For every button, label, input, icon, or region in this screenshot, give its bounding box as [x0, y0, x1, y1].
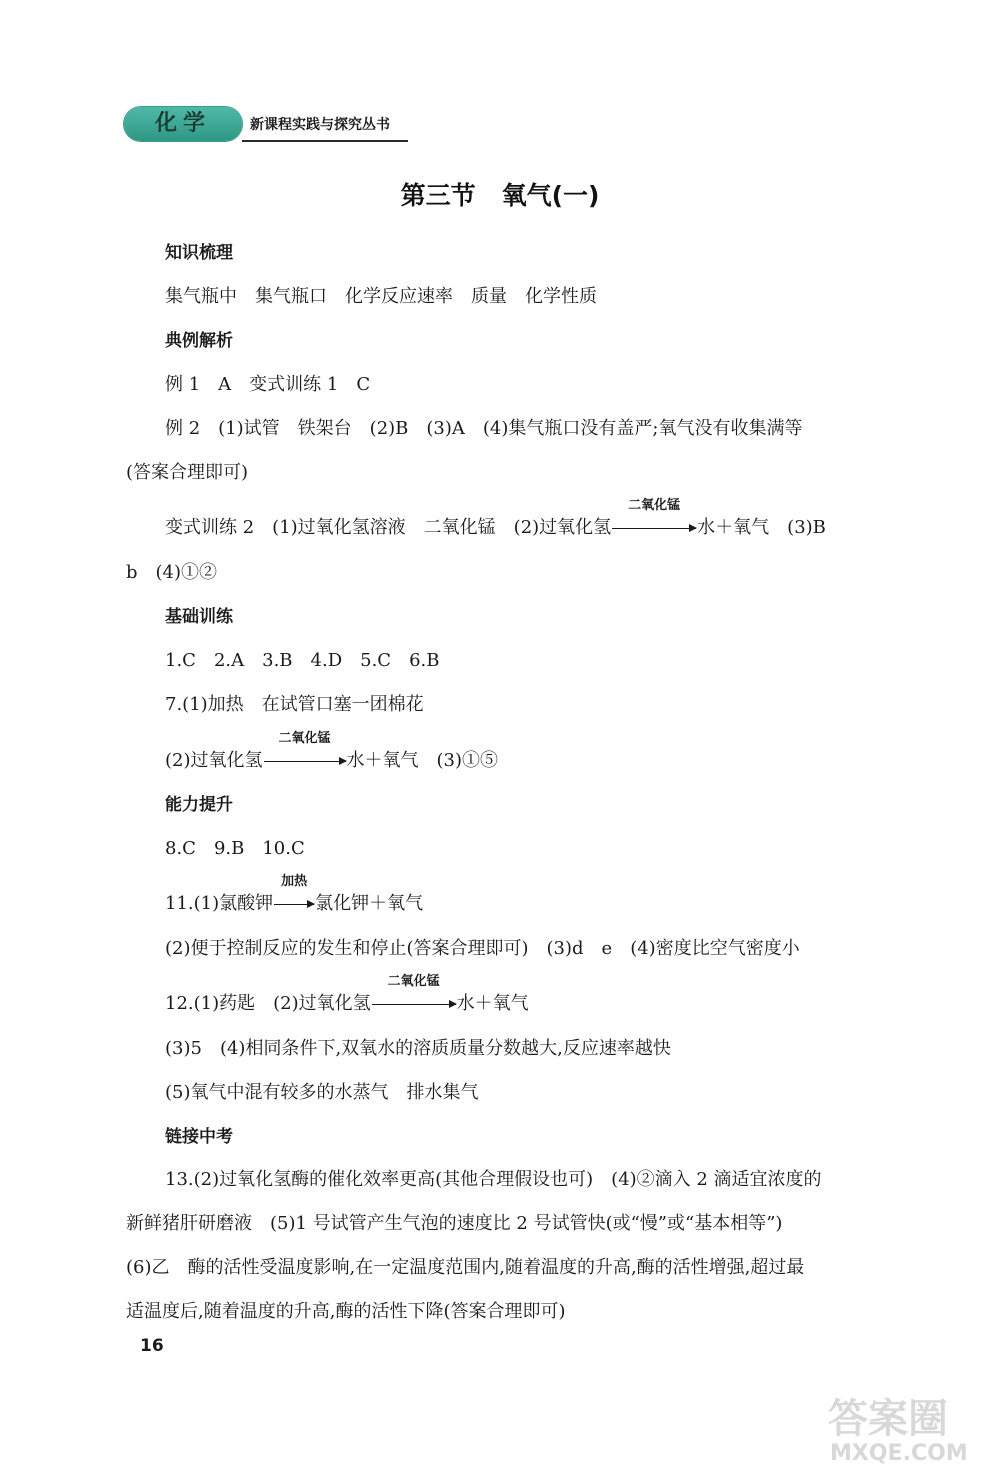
answer-line-equation: [165, 731, 498, 774]
equation-product: 水＋氧气 (3)B: [697, 517, 826, 538]
equation-reactant: (2)过氧化氢: [165, 750, 263, 771]
watermark-url: MXQE.COM: [830, 1441, 968, 1466]
heading-example-analysis: 典例解析: [165, 331, 233, 351]
watermark-logo: [822, 1388, 982, 1466]
answer-line: 例 2 (1)试管 铁架台 (2)B (3)A (4)集气瓶口没有盖严;氧气没有收集满等: [165, 418, 803, 439]
book-series-title: 新课程实践与探究丛书: [250, 117, 390, 133]
section-number: 第三节: [400, 181, 476, 210]
heading-basic-training: 基础训练: [165, 607, 233, 627]
section-topic: 氧气(一): [501, 181, 600, 210]
answer-line: [165, 1167, 947, 1193]
answer-line: (3)5 (4)相同条件下,双氧水的溶质质量分数越大,反应速率越快: [165, 1038, 671, 1059]
answer-line: (6)乙 酶的活性受温度影响,在一定温度范围内,随着温度的升高,酶的活性增强,超过最: [126, 1257, 805, 1278]
equation-reactant: 11.(1)氯酸钾: [165, 893, 274, 914]
reaction-arrow: [612, 498, 696, 541]
answer-line: 新鲜猪肝研磨液 (5)1 号试管产生气泡的速度比 2 号试管快(或“慢”或“基本相等”): [126, 1213, 783, 1234]
header-divider: [242, 140, 408, 142]
answer-line: 7.(1)加热 在试管口塞一团棉花: [165, 694, 424, 715]
answer-text: 13.(2)过氧化氢酶的催化效率更高(其他合理假设也可) (4)②滴入 2 滴适宜浓度的: [165, 1169, 822, 1190]
reaction-arrow: [264, 731, 346, 774]
reaction-condition: 二氧化锰: [278, 731, 331, 746]
equation-product: 水＋氧气: [456, 993, 529, 1014]
equation-product: 水＋氧气 (3)①⑤: [346, 750, 498, 771]
answer-line: 8.C 9.B 10.C: [165, 838, 305, 859]
answer-line: 适温度后,随着温度的升高,酶的活性下降(答案合理即可): [126, 1301, 566, 1322]
heading-ability-improvement: 能力提升: [165, 795, 233, 815]
answer-line-equation: [165, 874, 424, 917]
watermark-text: 答案圈: [828, 1396, 948, 1442]
answer-line: 集气瓶中 集气瓶口 化学反应速率 质量 化学性质: [165, 286, 597, 307]
answer-line: (2)便于控制反应的发生和停止(答案合理即可) (3)d e (4)密度比空气密度小: [165, 938, 800, 959]
answer-line-equation: [165, 974, 529, 1017]
page-number: 16: [140, 1336, 164, 1356]
subject-label: 化学: [154, 111, 211, 136]
answer-line: 1.C 2.A 3.B 4.D 5.C 6.B: [165, 650, 440, 671]
answer-line: b (4)①②: [126, 562, 218, 583]
reaction-arrow: [274, 874, 314, 917]
answer-line: (答案合理即可): [126, 462, 249, 483]
equation-reactant: 12.(1)药匙 (2)过氧化氢: [165, 993, 371, 1014]
reaction-condition: 加热: [281, 874, 308, 889]
reaction-arrow: [372, 974, 456, 1017]
equation-product: 氯化钾＋氧气: [315, 893, 424, 914]
page-title: [0, 176, 1000, 212]
answer-line-equation: [165, 498, 826, 541]
reaction-condition: 二氧化锰: [628, 498, 681, 513]
heading-knowledge-review: 知识梳理: [165, 243, 233, 263]
answer-line: 例 1 A 变式训练 1 C: [165, 374, 371, 395]
reaction-condition: 二氧化锰: [387, 974, 440, 989]
subject-badge: [124, 107, 242, 141]
heading-exam-link: 链接中考: [165, 1127, 233, 1147]
answer-line: (5)氧气中混有较多的水蒸气 排水集气: [165, 1082, 479, 1103]
equation-reactant: 变式训练 2 (1)过氧化氢溶液 二氧化锰 (2)过氧化氢: [165, 517, 612, 538]
